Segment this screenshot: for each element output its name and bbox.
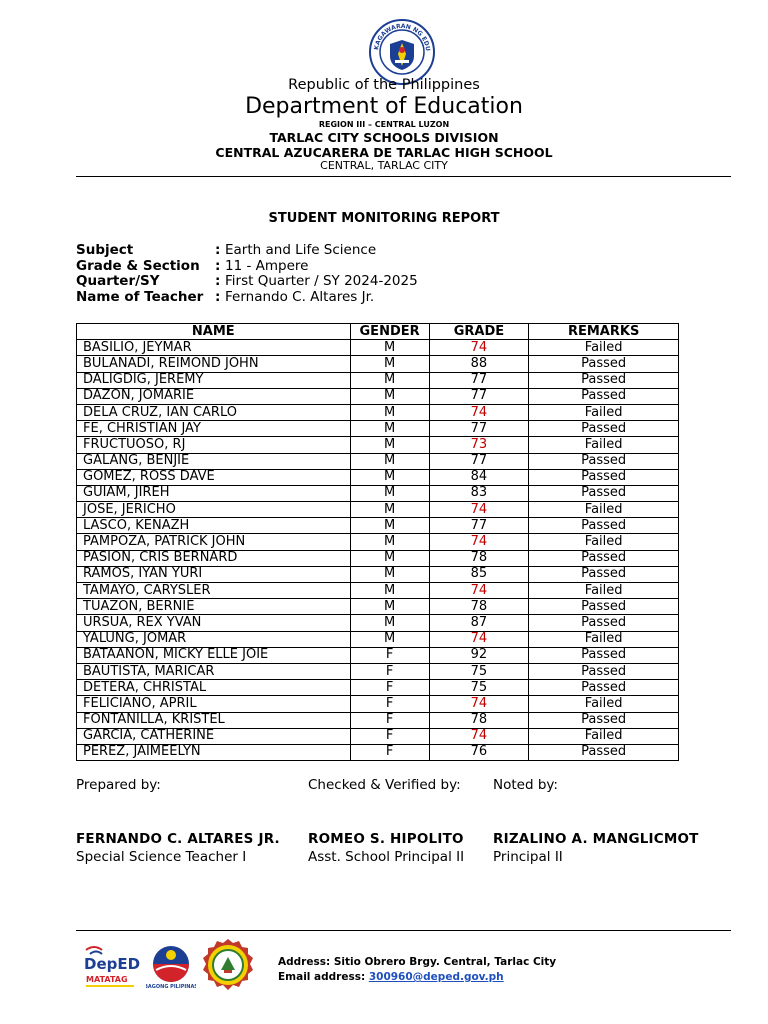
- gender-cell: M: [350, 502, 429, 518]
- gender-cell: M: [350, 534, 429, 550]
- prepared-by-name: FERNANDO C. ALTARES JR.: [76, 831, 280, 847]
- email-label: Email address:: [278, 971, 366, 983]
- grade-cell: 87: [429, 615, 529, 631]
- student-name-cell: BAUTISTA, MARICAR: [77, 663, 351, 679]
- gender-cell: M: [350, 631, 429, 647]
- checked-by-label: Checked & Verified by:: [308, 777, 461, 793]
- table-row: [77, 680, 679, 696]
- address-value: Sitio Obrero Brgy. Central, Tarlac City: [333, 956, 557, 968]
- footer-email: [278, 971, 504, 983]
- remarks-cell: Passed: [529, 518, 679, 534]
- deped-seal: [368, 18, 436, 86]
- bagong-pilipinas-logo: [146, 944, 196, 990]
- remarks-cell: Passed: [529, 356, 679, 372]
- info-row-subject: [76, 243, 418, 259]
- grade-cell: 77: [429, 421, 529, 437]
- gender-cell: M: [350, 583, 429, 599]
- prepared-by-position: Special Science Teacher I: [76, 849, 247, 865]
- table-row: [77, 485, 679, 501]
- noted-by-name: RIZALINO A. MANGLICMOT: [493, 831, 699, 847]
- grade-cell: 74: [429, 583, 529, 599]
- student-name-cell: FE, CHRISTIAN JAY: [77, 421, 351, 437]
- report-info: [76, 243, 418, 305]
- gender-cell: M: [350, 404, 429, 420]
- remarks-cell: Passed: [529, 680, 679, 696]
- info-value: 11 - Ampere: [225, 257, 309, 274]
- student-name-cell: GARCIA, CATHERINE: [77, 728, 351, 744]
- remarks-cell: Failed: [529, 583, 679, 599]
- grade-cell: 85: [429, 566, 529, 582]
- grade-cell: 75: [429, 663, 529, 679]
- address-label: Address:: [278, 956, 331, 968]
- grade-cell: 77: [429, 372, 529, 388]
- student-name-cell: DETERA, CHRISTAL: [77, 680, 351, 696]
- remarks-cell: Failed: [529, 502, 679, 518]
- header-grade: GRADE: [429, 324, 529, 340]
- gender-cell: F: [350, 647, 429, 663]
- grade-cell: 76: [429, 744, 529, 760]
- remarks-cell: Passed: [529, 615, 679, 631]
- checked-by-name: ROMEO S. HIPOLITO: [308, 831, 464, 847]
- deped-matatag-logo: [80, 944, 140, 990]
- table-row: [77, 647, 679, 663]
- school-seal-logo: [200, 937, 256, 993]
- gender-cell: M: [350, 421, 429, 437]
- info-label: Name of Teacher: [76, 288, 204, 305]
- student-name-cell: DELA CRUZ, IAN CARLO: [77, 404, 351, 420]
- info-colon: :: [215, 273, 221, 289]
- student-name-cell: FELICIANO, APRIL: [77, 696, 351, 712]
- table-row: [77, 340, 679, 356]
- student-name-cell: TUAZON, BERNIE: [77, 599, 351, 615]
- gender-cell: F: [350, 712, 429, 728]
- remarks-cell: Passed: [529, 453, 679, 469]
- remarks-cell: Passed: [529, 663, 679, 679]
- grade-cell: 77: [429, 388, 529, 404]
- grade-cell: 77: [429, 518, 529, 534]
- header-remarks: REMARKS: [529, 324, 679, 340]
- grade-cell: 78: [429, 712, 529, 728]
- table-header-row: [77, 324, 679, 340]
- remarks-cell: Failed: [529, 631, 679, 647]
- student-name-cell: JOSE, JERICHO: [77, 502, 351, 518]
- gender-cell: M: [350, 372, 429, 388]
- student-name-cell: PASION, CRIS BERNARD: [77, 550, 351, 566]
- gender-cell: M: [350, 615, 429, 631]
- table-row: [77, 502, 679, 518]
- grade-cell: 78: [429, 599, 529, 615]
- grade-cell: 78: [429, 550, 529, 566]
- republic-heading: Republic of the Philippines: [288, 77, 480, 93]
- info-value: Earth and Life Science: [225, 242, 377, 258]
- header-divider: [76, 176, 731, 177]
- table-row: [77, 421, 679, 437]
- remarks-cell: Passed: [529, 744, 679, 760]
- remarks-cell: Passed: [529, 550, 679, 566]
- gender-cell: M: [350, 566, 429, 582]
- gender-cell: M: [350, 518, 429, 534]
- info-colon: :: [215, 257, 221, 274]
- student-name-cell: GALANG, BENJIE: [77, 453, 351, 469]
- division-heading: TARLAC CITY SCHOOLS DIVISION: [269, 130, 499, 145]
- student-name-cell: BULANADI, REIMOND JOHN: [77, 356, 351, 372]
- student-name-cell: GOMEZ, ROSS DAVE: [77, 469, 351, 485]
- table-row: [77, 663, 679, 679]
- table-row: [77, 372, 679, 388]
- grade-cell: 74: [429, 728, 529, 744]
- gender-cell: F: [350, 680, 429, 696]
- prepared-by-label: Prepared by:: [76, 777, 161, 793]
- grade-cell: 74: [429, 340, 529, 356]
- deped-logo-text: DepED: [84, 955, 140, 973]
- checked-by-position: Asst. School Principal II: [308, 849, 465, 865]
- remarks-cell: Failed: [529, 404, 679, 420]
- footer-divider: [76, 930, 731, 931]
- location-heading: CENTRAL, TARLAC CITY: [320, 159, 448, 172]
- student-name-cell: FONTANILLA, KRISTEL: [77, 712, 351, 728]
- remarks-cell: Passed: [529, 566, 679, 582]
- grade-cell: 88: [429, 356, 529, 372]
- student-name-cell: DALIGDIG, JEREMY: [77, 372, 351, 388]
- report-title: STUDENT MONITORING REPORT: [268, 211, 500, 226]
- gender-cell: M: [350, 469, 429, 485]
- table-row: [77, 518, 679, 534]
- info-row-grade-section: [76, 259, 418, 275]
- info-label: Quarter/SY: [76, 273, 160, 289]
- student-name-cell: BASILIO, JEYMAR: [77, 340, 351, 356]
- info-label: Subject: [76, 242, 134, 258]
- remarks-cell: Passed: [529, 712, 679, 728]
- remarks-cell: Passed: [529, 388, 679, 404]
- gender-cell: F: [350, 744, 429, 760]
- gender-cell: M: [350, 599, 429, 615]
- table-row: [77, 599, 679, 615]
- bagong-pilipinas-text: BAGONG PILIPINAS: [146, 984, 196, 990]
- student-name-cell: FRUCTUOSO, RJ: [77, 437, 351, 453]
- header-name: NAME: [77, 324, 351, 340]
- student-name-cell: GUIAM, JIREH: [77, 485, 351, 501]
- remarks-cell: Failed: [529, 728, 679, 744]
- student-name-cell: RAMOS, IYAN YURI: [77, 566, 351, 582]
- gender-cell: M: [350, 437, 429, 453]
- student-name-cell: BATAANON, MICKY ELLE JOIE: [77, 647, 351, 663]
- table-row: [77, 388, 679, 404]
- grade-cell: 74: [429, 502, 529, 518]
- student-name-cell: DAZON, JOMARIE: [77, 388, 351, 404]
- gender-cell: M: [350, 550, 429, 566]
- region-heading: REGION III – CENTRAL LUZON: [318, 120, 450, 129]
- student-name-cell: TAMAYO, CARYSLER: [77, 583, 351, 599]
- table-row: [77, 453, 679, 469]
- remarks-cell: Failed: [529, 437, 679, 453]
- remarks-cell: Passed: [529, 421, 679, 437]
- grade-cell: 73: [429, 437, 529, 453]
- header-gender: GENDER: [350, 324, 429, 340]
- gender-cell: F: [350, 696, 429, 712]
- table-row: [77, 583, 679, 599]
- matatag-text: MATATAG: [86, 975, 128, 984]
- grades-table: [76, 323, 679, 761]
- gender-cell: M: [350, 485, 429, 501]
- table-row: [77, 550, 679, 566]
- school-heading: CENTRAL AZUCARERA DE TARLAC HIGH SCHOOL: [215, 145, 553, 160]
- grade-cell: 74: [429, 404, 529, 420]
- footer-address: [278, 956, 556, 968]
- grade-cell: 74: [429, 696, 529, 712]
- info-colon: :: [215, 242, 221, 258]
- table-row: [77, 712, 679, 728]
- seal-text: KAGAWARAN NG EDU: [373, 22, 432, 52]
- gender-cell: M: [350, 388, 429, 404]
- grade-cell: 83: [429, 485, 529, 501]
- info-value: First Quarter / SY 2024-2025: [225, 273, 418, 289]
- table-row: [77, 566, 679, 582]
- table-row: [77, 437, 679, 453]
- remarks-cell: Failed: [529, 340, 679, 356]
- table-body: [77, 340, 679, 761]
- gender-cell: F: [350, 728, 429, 744]
- student-name-cell: PAMPOZA, PATRICK JOHN: [77, 534, 351, 550]
- grade-cell: 77: [429, 453, 529, 469]
- table-row: [77, 356, 679, 372]
- remarks-cell: Passed: [529, 485, 679, 501]
- department-heading: Department of Education: [245, 94, 523, 119]
- remarks-cell: Passed: [529, 372, 679, 388]
- info-row-quarter: [76, 274, 418, 290]
- remarks-cell: Failed: [529, 696, 679, 712]
- noted-by-label: Noted by:: [493, 777, 558, 793]
- email-link[interactable]: 300960@deped.gov.ph: [368, 971, 504, 983]
- student-name-cell: LASCO, KENAZH: [77, 518, 351, 534]
- grade-cell: 75: [429, 680, 529, 696]
- student-name-cell: URSUA, REX YVAN: [77, 615, 351, 631]
- remarks-cell: Passed: [529, 647, 679, 663]
- table-row: [77, 696, 679, 712]
- student-name-cell: PEREZ, JAIMEELYN: [77, 744, 351, 760]
- table-row: [77, 615, 679, 631]
- gender-cell: M: [350, 356, 429, 372]
- noted-by-position: Principal II: [493, 849, 563, 865]
- info-row-teacher: [76, 290, 418, 306]
- grade-cell: 74: [429, 631, 529, 647]
- table-row: [77, 631, 679, 647]
- grade-cell: 74: [429, 534, 529, 550]
- table-row: [77, 469, 679, 485]
- gender-cell: M: [350, 340, 429, 356]
- gender-cell: M: [350, 453, 429, 469]
- table-row: [77, 728, 679, 744]
- grade-cell: 92: [429, 647, 529, 663]
- gender-cell: F: [350, 663, 429, 679]
- table-row: [77, 744, 679, 760]
- table-row: [77, 404, 679, 420]
- remarks-cell: Failed: [529, 534, 679, 550]
- student-name-cell: YALUNG, JOMAR: [77, 631, 351, 647]
- info-value: Fernando C. Altares Jr.: [225, 288, 375, 305]
- remarks-cell: Passed: [529, 469, 679, 485]
- grade-cell: 84: [429, 469, 529, 485]
- info-label: Grade & Section: [76, 257, 200, 274]
- info-colon: :: [215, 288, 221, 305]
- table-row: [77, 534, 679, 550]
- remarks-cell: Passed: [529, 599, 679, 615]
